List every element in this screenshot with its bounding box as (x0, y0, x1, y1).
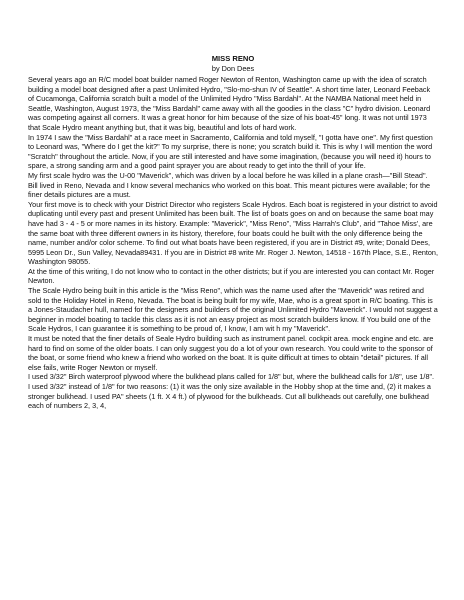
article-paragraph: In 1974 I saw the "Miss Bardahl" at a race meet in Sacramento, California and told myself, "I gotta have one". My first question to Leonard was, "Where do I get the kit?" To my surprise, there is none; you scratch build it. This is why I will mention the word "Scratch" throughout the article. Now, if you are still interested and have some imagination, (because you will need it) hours to spare, a strong sanding arm and a good paint sprayer you are about ready to get into the thrill of your life. (28, 132, 433, 171)
article-paragraph: The Scale Hydro being built in this article is the "Miss Reno", which was the name used after the "Maverick" was retired and sold to the Holiday Hotel in Reno, Nevada. The boat is being built for my wife, Mae, who is a great sport in R/C boating. This is a Jones-Staudacher hull, named for the designers and builders of the original Unlimited Hydro "Maverick". I would not suggest a beginner in model boating to tackle this class as it is not an easy project as most scratch builders know. If You build one of the Scale Hydros, I can guarantee it is something to be proud of, I know, I am wit h my "Maverick". (28, 286, 438, 334)
article-paragraph: Several years ago an R/C model boat builder named Roger Newton of Renton, Washington came up with the idea of scratch building a model boat designed after a past Unlimited Hydro, "Slo-mo-shun IV of Seattle". A short time later, Leonard Feeback of Cucamonga, California scratch built a model of the Unlimited Hydro "Miss Bardahl". At the NAMBA National meet held in Seattle, Washington, August 1973, the "Miss Bardahl" came away with all the goodies in the class "C" hydro division. Leonard was competing against all corners. It was a great honor for him because of the size of his boat-45" long. It was not until 1973 that Scale Hydro meant anything but, that it was big, beautiful and lots of hard work. (28, 75, 431, 132)
article-body (28, 75, 438, 411)
article-byline: by Don Dees (211, 64, 255, 73)
article-paragraph: Your first move is to check with your District Director who registers Scale Hydros. Each boat is registered in your district to avoid duplicating until every past and present Unlimited has been built. The list of boats goes on and on because the same boat may have had 3 - 4 - 5 or more names in its history. Example: "Maverick", "Miss Reno", "Miss Harrah's Club", arid "Tahoe Miss', are the same boat with three different owners in its history, therefore, four boats could he built with the only difference being the name, number and/or color scheme. To find out what boats have been registered, if you are in District #9, write; Donald Dees, 5995 Leon Dr., Sun Valley, Nevada89431. If you are in District #8 write Mr. Roger J. Newton, 14518 - 167th Place, S.E., Renton, Washington 98055. (28, 199, 438, 267)
article-paragraph: It must be noted that the finer details of Seale Hydro building such as instrument panel. cockpit area. mock engine and etc. are hard to find on some of the older boats. I can only suggest you do a lot of your own research. You could write to the sponsor of the boat, or some friend who knew a friend who worked on the boat. It is quite difficult at times to obtain "detail" pictures. If all else fails, write Roger Newton or myself. (28, 334, 434, 372)
article-paragraph: I used 3/32" Birch waterproof plywood where the bulkhead plans called for 1/8" but, where the bulkhead calls for 1/8", use 1/8". I used 3/32" instead of 1/8" for two reasons: (1) it was the only size available in the Hobby shop at the time and, (2) it makes a stronger bulkhead. I used PA" sheets (1 ft. X 4 ft.) of plywood for the bulkheads. Cut all bulkheads out carefully, one bulkhead each of numbers 2, 3, 4, (28, 372, 435, 411)
article-paragraph: My first scale hydro was the U-00 "Maverick", which was driven by a local before he was killed in a plane crash—"Bill Stead". Bill lived in Reno, Nevada and I know several mechanics who worked on this boat. This meant pictures were available; for the finer details pictures are a must. (28, 170, 431, 200)
article-title: MISS RENO (211, 54, 255, 63)
article-paragraph: At the time of this writing, I do not know who to contact in the other districts; but if you are interested you can contact Mr. Roger Newton. (28, 266, 435, 286)
